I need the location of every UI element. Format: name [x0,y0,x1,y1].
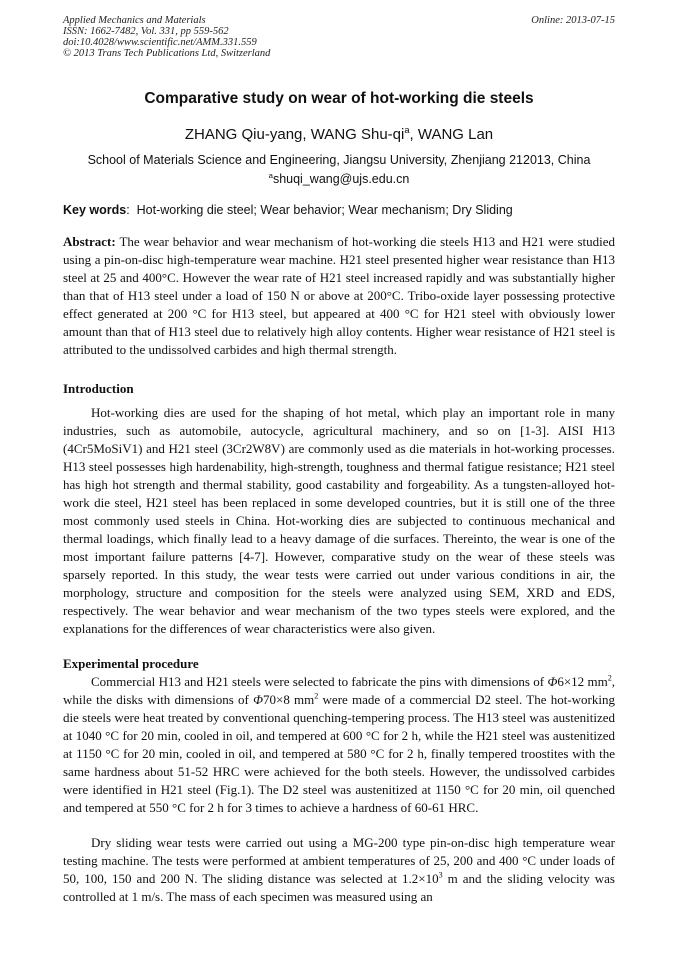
online-date: Online: 2013-07-15 [531,15,615,26]
superscript: 2 [314,691,319,701]
text-run: Commercial H13 and H21 steels were selected to fabricate the pins with dimensions of [91,674,548,689]
text-run: , while the disks with dimensions of [63,674,615,707]
superscript: 3 [438,870,443,880]
email-superscript: a [268,170,273,180]
affiliation: School of Materials Science and Engineering, Jiangsu University, Zhenjiang 212013, China [87,153,591,167]
superscript: 2 [607,673,612,683]
text-run: m and the sliding velocity was controlled at 1 m/s. The mass of each specimen was measured using an [63,871,615,904]
journal-header [63,15,615,59]
issn-line: ISSN: 1662-7482, Vol. 331, pp 559-562 [63,26,229,37]
text-run: were made of a commercial D2 steel. The hot-working die steels were heat treated by conventional quenching-tempering process. The H13 steel was austenitized at 1040 °C for 20 min, cooled in oil, and tempered at 600 °C for 2 h, while the H21 steel was austenitized at 1150 °C for 20 min, cooled in oil, and tempered at 580 °C for 2 h, finally tempered troostites with the same hardness about 51-52 HRC were achieved for the both steels. However, the undissolved carbides were identified in H21 steel (Fig.1). The D2 steel was austenitized at 1150 °C for 20 min, oil quenched and tempered at 550 °C for 2 h for 3 times to achieve a hardness of 60-61 HRC. [63,692,615,815]
doi-line: doi:10.4028/www.scientific.net/AMM.331.559 [63,37,257,48]
introduction-paragraph: Hot-working dies are used for the shaping of hot metal, which play an important role in many industries, such as automobile, autocycle, agricultural machinery, and so on [1-3]. AISI H13 (4Cr5MoSiV1) and H21 steel (3Cr2W8V) are commonly used as die materials in hot-working processes. H13 steel possesses high hardenability, high-strength, toughness and thermal fatigue resistance; H21 steel has high hot strength and thermal stability, good castability and forgeability. As a tungsten-alloyed hot-work die steel, H21 steel has been replaced in some developed countries, but it is still one of the three most commonly used steels in China. Hot-working dies are subjected to continuous mechanical and thermal loadings, which finally lead to a heavy damage of die surfaces. Thereinto, the wear is one of the most important failure patterns [4-7]. However, comparative study on the wear of these steels was sparsely reported. In this study, the wear tests were carried out under various conditions in air, the morphology, structure and composition for the steels were analyzed using SEM, XRD and EDS, respectively. The wear behavior and wear mechanism of the two types steels were explored, and the explanations for the differences of wear characteristics were also given. [63,405,615,636]
keywords-separator: : [126,203,130,217]
text-run: 6×12 mm [557,674,608,689]
keywords-label: Key words [63,203,127,217]
copyright-line: © 2013 Trans Tech Publications Ltd, Switzerland [63,48,271,59]
keywords [63,203,615,217]
phi-symbol: Φ [547,674,558,689]
author-list [0,126,678,143]
phi-symbol: Φ [253,692,263,707]
abstract-text: The wear behavior and wear mechanism of hot-working die steels H13 and H21 were studied using a pin-on-disc high-temperature wear machine. H21 steel presented higher wear resistance than H13 steel at 25 and 400°C. However the wear rate of H21 steel increased rapidly and was substantially higher than that of H13 steel under a load of 150 N or above at 200°C. Tribo-oxide layer possessing protective effect generated at 200 °C for H13 steel, but appeared at 400 °C for H21 steel with obviously lower amount than that of H13 steel due to relatively high alloy contents. Higher wear resistance of H21 steel is attributed to the undissolved carbides and high thermal strength. [63,234,616,357]
keywords-text: Hot-working die steel; Wear behavior; Wear mechanism; Dry Sliding [136,203,513,217]
abstract-label: Abstract: [63,234,116,249]
email-address: shuqi_wang@ujs.edu.cn [272,172,410,186]
experimental-paragraph-2 [63,834,615,906]
author-names: ZHANG Qiu-yang, WANG Shu-qi [184,126,405,143]
author-superscript: a [404,125,410,135]
paper-title: Comparative study on wear of hot-working die steels [144,90,534,107]
abstract [63,233,615,359]
text-run: Dry sliding wear tests were carried out using a MG-200 type pin-on-disc high temperature wear testing machine. The tests were performed at ambient temperatures of 25, 200 and 400 °C under loads of 50, 100, 150 and 200 N. The sliding distance was selected at 1.2×10 [63,835,615,886]
author-email [0,172,678,186]
experimental-paragraph-1 [63,673,615,817]
author-names-tail: , WANG Lan [409,126,494,143]
experimental-heading: Experimental procedure [63,656,199,671]
introduction-heading: Introduction [63,381,134,396]
text-run: 70×8 mm [262,692,315,707]
journal-name: Applied Mechanics and Materials [63,15,206,26]
